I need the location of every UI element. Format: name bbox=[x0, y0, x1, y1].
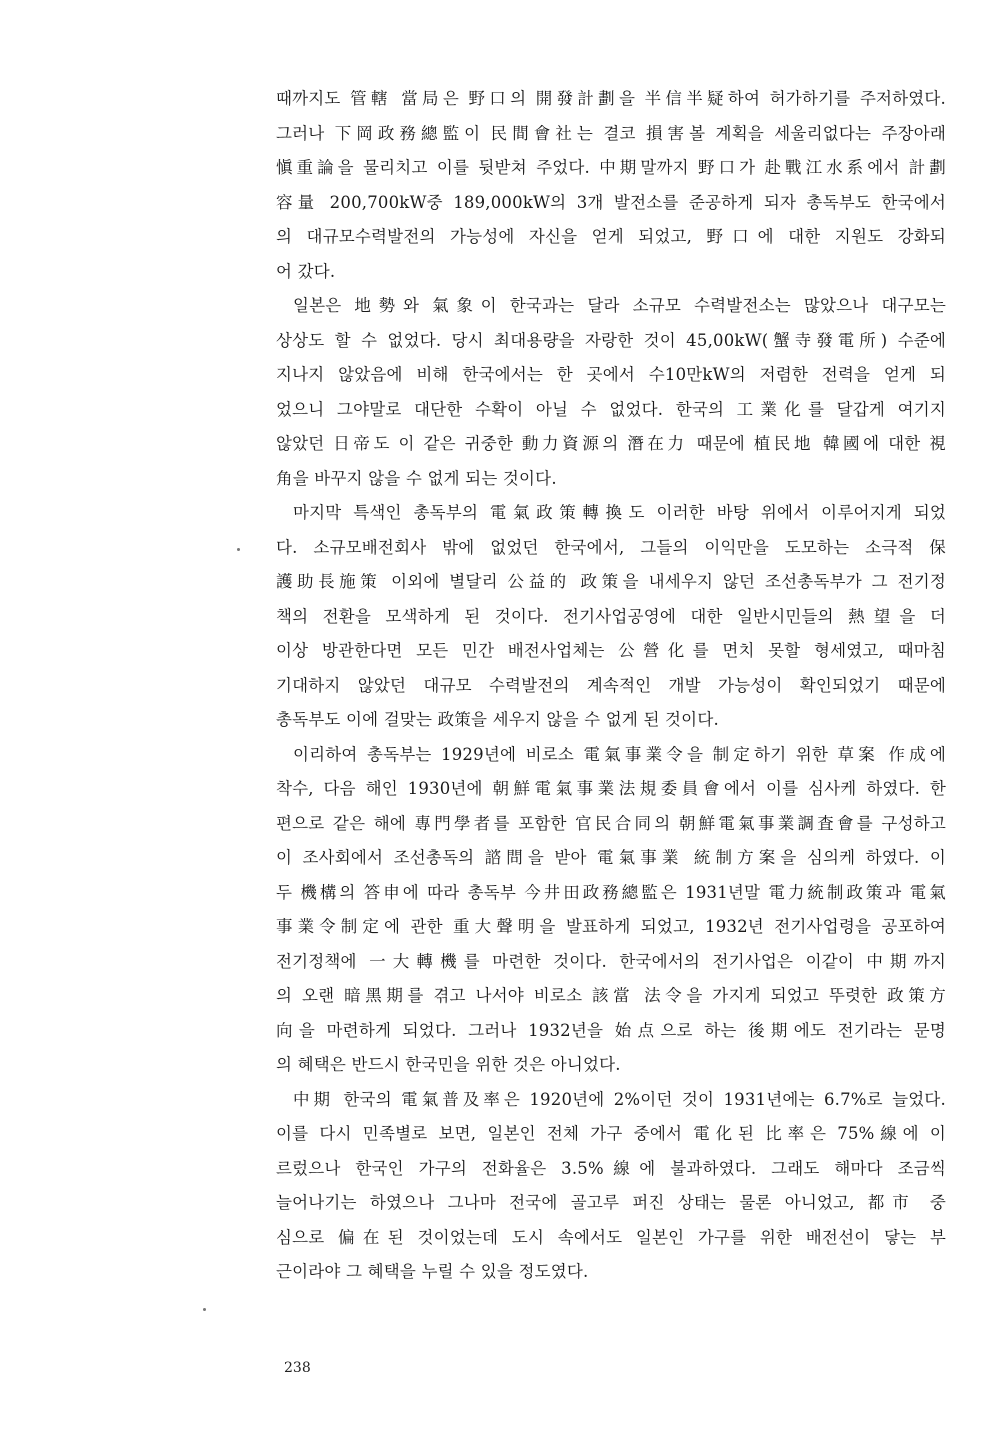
text-line: 때까지도 管轄 當局은 野口의 開發計劃을 半信半疑하여 허가하기를 주저하였다. bbox=[276, 89, 946, 108]
text-line: 어 갔다. bbox=[276, 261, 336, 281]
text-line: 이를 다시 민족별로 보면, 일본인 전체 가구 중에서 電化된 比率은 75%線에 이 bbox=[276, 1124, 946, 1143]
text-line: 었으니 그야말로 대단한 수확이 아닐 수 없었다. 한국의 工業化를 달갑게 여기지 bbox=[276, 399, 946, 419]
text-line: 지나지 않았음에 비해 한국에서는 한 곳에서 수10만kW의 저렴한 전력을 얻게 되 bbox=[276, 365, 946, 384]
text-line: 向을 마련하게 되었다. 그러나 1932년을 始点으로 하는 後期에도 전기라는 문명 bbox=[276, 1020, 946, 1040]
scan-speck bbox=[237, 548, 240, 551]
text-line: 두 機構의 答申에 따라 총독부 今井田政務總監은 1931년말 電力統制政策과 電氣 bbox=[276, 882, 946, 902]
text-line: 않았던 日帝도 이 같은 귀중한 動力資源의 潛在力 때문에 植民地 韓國에 대한 視 bbox=[276, 434, 946, 453]
text-line: 상상도 할 수 없었다. 당시 최대용량을 자랑한 것이 45,00kW(蟹寺發電所) 수준에 bbox=[276, 330, 946, 350]
text-line: 늘어나기는 하였으나 그나마 전국에 골고루 퍼진 상태는 물론 아니었고, 都市 중 bbox=[276, 1193, 946, 1212]
text-line: 책의 전환을 모색하게 된 것이다. 전기사업공영에 대한 일반시민들의 熱望을 더 bbox=[276, 606, 946, 626]
text-line: 角을 바꾸지 않을 수 없게 되는 것이다. bbox=[276, 468, 557, 488]
text-line: 일본은 地勢와 氣象이 한국과는 달라 소규모 수력발전소는 많았으나 대구모는 bbox=[293, 296, 946, 315]
scan-speck bbox=[203, 1308, 206, 1311]
text-line: 의 오랜 暗黑期를 겪고 나서야 비로소 該當 法令을 가지게 되었고 뚜렷한 政策方 bbox=[276, 986, 946, 1005]
text-line: 中期 한국의 電氣普及率은 1920년에 2%이던 것이 1931년에는 6.7%로 늘었다. bbox=[293, 1089, 946, 1109]
text-line: 事業令制定에 관한 重大聲明을 발표하게 되었고, 1932년 전기사업령을 공포하여 bbox=[276, 917, 946, 936]
text-line: 의 대규모수력발전의 가능성에 자신을 얻게 되었고, 野口에 대한 지원도 강화되 bbox=[276, 227, 946, 246]
page-number: 238 bbox=[284, 1360, 311, 1376]
text-line: 愼重論을 물리치고 이를 뒷받쳐 주었다. 中期말까지 野口가 赴戰江水系에서 計劃 bbox=[276, 158, 946, 177]
text-line: 기대하지 않았던 대규모 수력발전의 계속적인 개발 가능성이 확인되었기 때문에 bbox=[276, 675, 946, 695]
text-line: 착수, 다음 해인 1930년에 朝鮮電氣事業法規委員會에서 이를 심사케 하였다. 한 bbox=[276, 779, 946, 798]
text-line: 護助長施策 이외에 별달리 公益的 政策을 내세우지 않던 조선총독부가 그 전기정 bbox=[276, 572, 946, 591]
text-line: 그러나 下岡政務總監이 民間會社는 결코 損害볼 계획을 세울리없다는 주장아래 bbox=[276, 123, 946, 143]
text-line: 이 조사회에서 조선총독의 諮問을 받아 電氣事業 統制方案을 심의케 하였다. 이 bbox=[276, 848, 946, 867]
text-line: 편으로 같은 해에 專門學者를 포함한 官民合同의 朝鮮電氣事業調査會를 구성하고 bbox=[276, 813, 946, 833]
text-line: 전기정책에 一大轉機를 마련한 것이다. 한국에서의 전기사업은 이같이 中期까지 bbox=[276, 951, 946, 971]
text-line: 의 혜택은 반드시 한국민을 위한 것은 아니었다. bbox=[276, 1055, 621, 1074]
text-line: 다. 소규모배전회사 밖에 없었던 한국에서, 그들의 이익만을 도모하는 소극적 保 bbox=[276, 537, 946, 557]
text-line: 마지막 특색인 총독부의 電氣政策轉換도 이러한 바탕 위에서 이루어지게 되었 bbox=[293, 503, 946, 522]
text-line: 근이라야 그 혜택을 누릴 수 있을 정도였다. bbox=[276, 1262, 589, 1281]
text-line: 심으로 偏在된 것이었는데 도시 속에서도 일본인 가구를 위한 배전선이 닿는 부 bbox=[276, 1227, 946, 1247]
text-line: 총독부도 이에 걸맞는 政策을 세우지 않을 수 없게 된 것이다. bbox=[276, 710, 719, 729]
text-line: 르렀으나 한국인 가구의 전화율은 3.5%線에 불과하였다. 그래도 해마다 조금씩 bbox=[276, 1158, 946, 1178]
text-line: 이상 방관한다면 모든 민간 배전사업체는 公營化를 면치 못할 형세였고, 때마침 bbox=[276, 641, 946, 660]
document-body bbox=[276, 82, 946, 1290]
text-line: 容量 200,700kW중 189,000kW의 3개 발전소를 준공하게 되자 총독부도 한국에서 bbox=[276, 192, 946, 212]
text-line: 이리하여 총독부는 1929년에 비로소 電氣事業令을 制定하기 위한 草案 作成에 bbox=[293, 744, 946, 764]
